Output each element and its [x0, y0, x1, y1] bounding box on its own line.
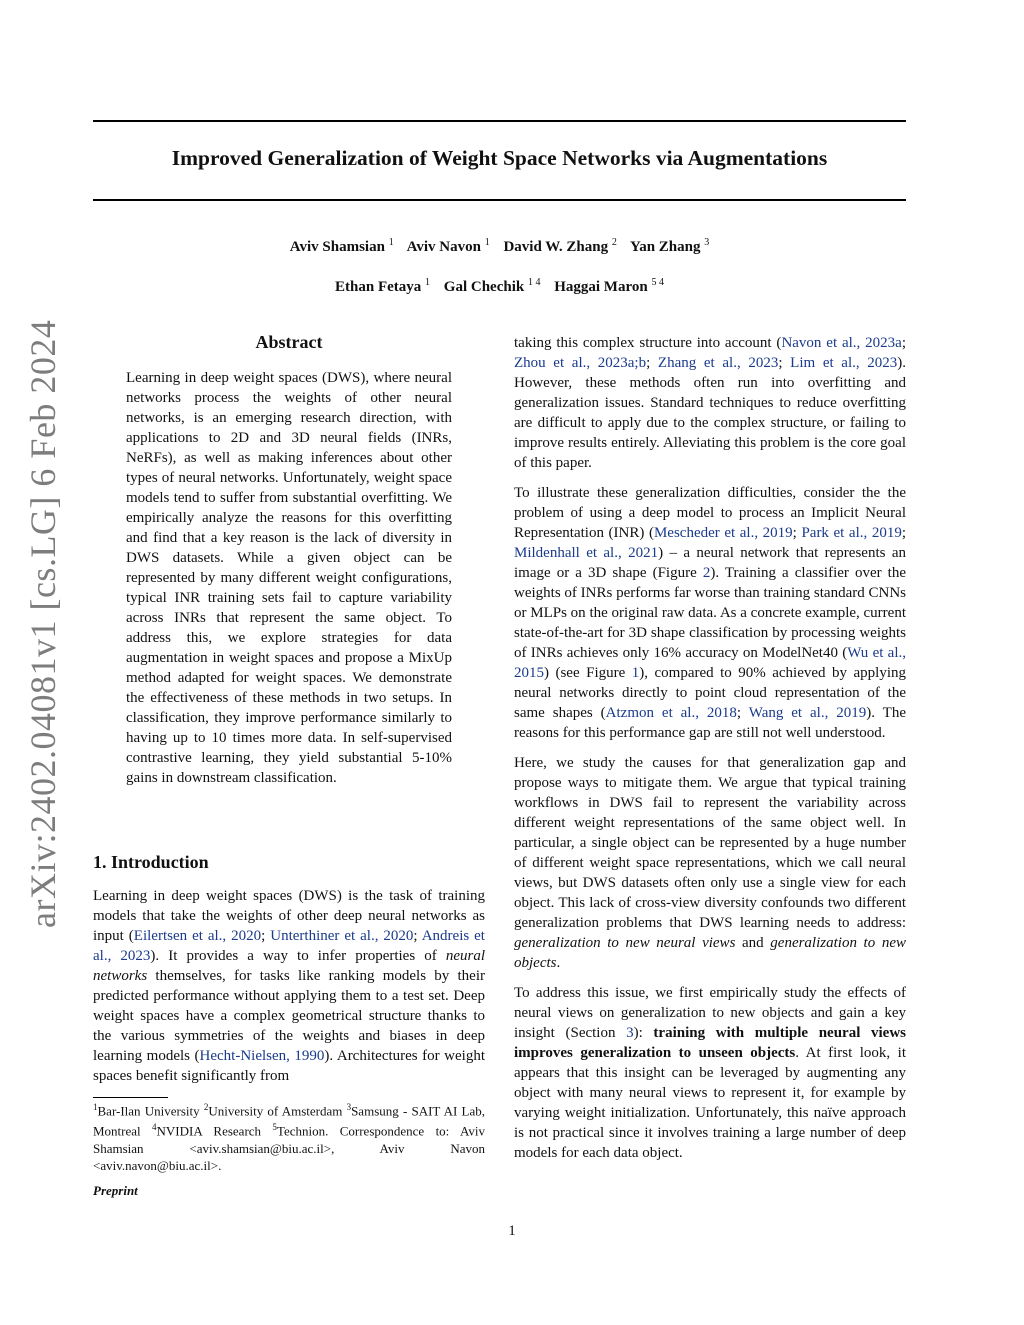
citation-link[interactable]: Wu et al., 2015 — [514, 645, 907, 681]
right-paragraph-3: Here, we study the causes for that generalization gap and propose ways to mitigate them. We argue that typical training workflows in DWS fail to represent the variability across different weight representations of the same object well. In particular, a single object can be represented by a huge number of different weight space representations, which we call neural views, but DWS datasets often only use a single view for each object. This lack of cross-view diversity confounds two different generalization problems that DWS learning needs to address: generalization to new neural views and generalization to new objects. — [514, 755, 906, 971]
footnote-rule — [93, 1097, 168, 1098]
author-name: Aviv Shamsian — [289, 239, 385, 255]
author-name: Yan Zhang — [630, 239, 701, 255]
author-affiliation: 1 — [484, 237, 490, 248]
footnote-affiliations: $^1$Bar-Ilan University $^2$University of Amsterdam $^3$Samsung - SAIT AI Lab, Montreal $^4$NVIDIA Research $^5$Technion. Correspondence to: Aviv Shamsian <aviv.shamsian@biu.ac.il>, Aviv Navon <aviv.navon@biu.ac.il>. — [93, 1102, 485, 1173]
paper-title: Improved Generalization of Weight Space Networks via Augmentations — [171, 146, 828, 170]
author-line-2 — [93, 277, 906, 296]
author-line-1 — [93, 237, 906, 256]
abstract-heading: Abstract — [255, 332, 323, 352]
figure-link[interactable]: 1 — [631, 665, 640, 681]
citation-link[interactable]: Atzmon et al., 2018 — [605, 705, 737, 721]
citation-link[interactable]: Lim et al., 2023 — [790, 355, 898, 371]
title-rule-bottom — [93, 199, 906, 201]
title-rule-top — [93, 120, 906, 122]
author-name: Gal Chechik — [443, 279, 525, 295]
citation-link[interactable]: Navon et al., 2023a — [781, 335, 902, 351]
right-paragraph-4: To address this issue, we first empirically study the effects of neural views on generalization to new objects and gain a key insight (Section 3): training with multiple neural views improves generalization to unseen objects. At first look, it appears that this insight can be leveraged by augmenting any object with many neural views to represent it, for example by varying weight initialization. Unfortunately, this naïve approach is not practical since it involves training a large number of deep models for each data object. — [514, 985, 906, 1161]
author-name: Aviv Navon — [406, 239, 481, 255]
citation-link[interactable]: Mildenhall et al., 2021 — [514, 545, 659, 561]
citation-link[interactable]: Unterthiner et al., 2020 — [270, 928, 414, 944]
preprint-label: Preprint — [93, 1183, 138, 1198]
right-column — [514, 333, 906, 1163]
author-affiliation: 2 — [611, 237, 617, 248]
author-affiliation: 3 — [704, 237, 710, 248]
author-affiliation: 5 4 — [651, 277, 664, 288]
citation-link[interactable]: Mescheder et al., 2019 — [653, 525, 793, 541]
right-paragraph-1: taking this complex structure into account (Navon et al., 2023a; Zhou et al., 2023a;b; Zhang et al., 2023; Lim et al., 2023). However, these methods often run into overfitting and generalization issues. Standard techniques to reduce overfitting are difficult to apply due to the complex structure, or failing to improve results entirely. Alleviating this problem is the core goal of this paper. — [514, 335, 907, 471]
page-number: 1 — [508, 1223, 516, 1239]
author-affiliation: 1 4 — [527, 277, 541, 288]
citation-link[interactable]: Zhang et al., 2023 — [657, 355, 779, 371]
citation-link[interactable]: Park et al., 2019 — [801, 525, 902, 541]
citation-link[interactable]: Hecht-Nielsen, 1990 — [199, 1048, 325, 1064]
section-heading-introduction: 1. Introduction — [93, 852, 209, 872]
author-name: Haggai Maron — [554, 279, 648, 295]
citation-link[interactable]: Eilertsen et al., 2020 — [133, 928, 262, 944]
author-name: David W. Zhang — [503, 239, 609, 255]
abstract-body — [126, 368, 452, 788]
abstract-text: Learning in deep weight spaces (DWS), where neural networks process the weights of other neural networks, is an emerging research direction, with applications to 2D and 3D neural fields (INRs, NeRFs), as well as making inferences about other types of neural networks. Unfortunately, weight space models tend to suffer from substantial overfitting. We empirically analyze the reasons for this overfitting and find that a key reason is the lack of diversity in DWS datasets. While a given object can be represented by many different weight configurations, typical INR training sets fail to capture variability across INRs that represent the same object. To address this, we explore strategies for data augmentation in weight spaces and propose a MixUp method adapted for weight spaces. We demonstrate the effectiveness of these methods in two setups. In classification, they improve performance similarly to having up to 10 times more data. In self-supervised contrastive learning, they yield substantial 5-10% gains in downstream classification. — [126, 370, 452, 786]
citation-link[interactable]: Wang et al., 2019 — [748, 705, 867, 721]
author-name: Ethan Fetaya — [335, 279, 422, 295]
arxiv-watermark: arXiv:2402.04081v1 [cs.LG] 6 Feb 2024 — [23, 319, 63, 928]
author-affiliation: 1 — [425, 277, 431, 288]
figure-link[interactable]: 2 — [702, 565, 711, 581]
intro-paragraph-1: Learning in deep weight spaces (DWS) is the task of training models that take the weights of other deep neural networks as input (Eilertsen et al., 2020; Unterthiner et al., 2020; Andreis et al., 2023). It provides a way to infer properties of neural networks themselves, for tasks like ranking models by their predicted performance without applying them to a test set. Deep weight spaces have a complex geometrical structure thanks to the various symmetries of the weights and biases in deep learning models (Hecht-Nielsen, 1990). Architectures for weight spaces benefit significantly from — [93, 888, 486, 1084]
section-link[interactable]: 3 — [626, 1025, 634, 1041]
right-paragraph-2: To illustrate these generalization difficulties, consider the the problem of using a deep model to process an Implicit Neural Representation (INR) (Mescheder et al., 2019; Park et al., 2019; Mildenhall et al., 2021) – a neural network that represents an image or a 3D shape (Figure 2). Training a classifier over the weights of INRs performs far worse than training standard CNNs or MLPs on the original raw data. As a concrete example, current state-of-the-art for 3D shape classification by processing weights of INRs achieves only 16% accuracy on ModelNet40 (Wu et al., 2015) (see Figure 1), compared to 90% achieved by applying neural networks directly to point cloud representation of the same shapes (Atzmon et al., 2018; Wang et al., 2019). The reasons for this performance gap are still not well understood. — [514, 485, 907, 741]
citation-link[interactable]: Zhou et al., 2023a;b — [514, 355, 647, 371]
citation-link[interactable]: Andreis et al., 2023 — [93, 928, 485, 964]
author-affiliation: 1 — [388, 237, 394, 248]
